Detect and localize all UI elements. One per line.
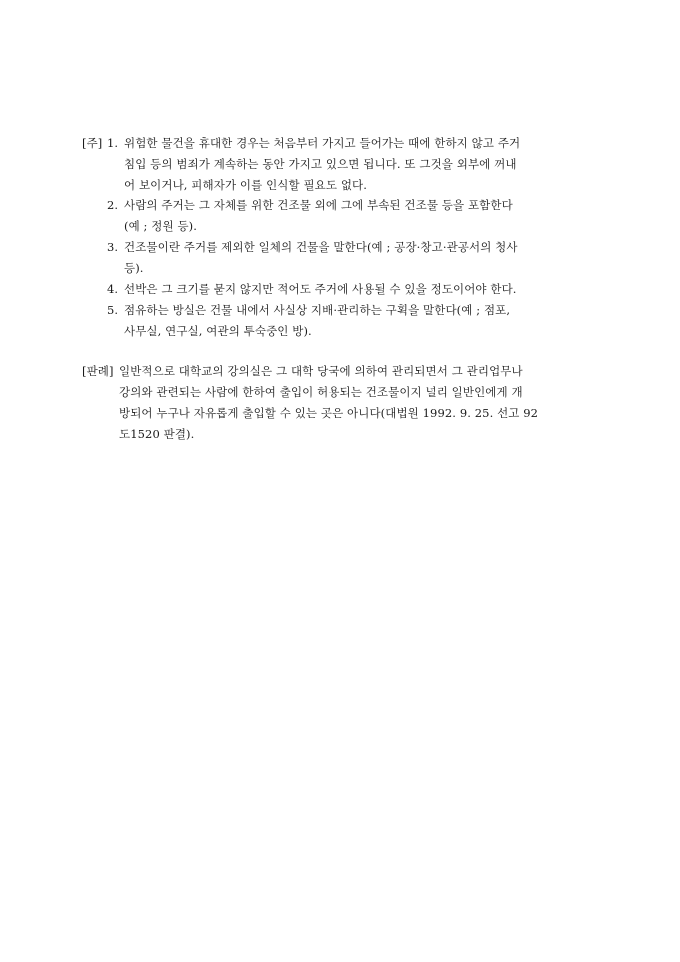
note-3-line-1: 건조물이란 주거를 제외한 일체의 건물을 말한다(예 ; 공장·창고·관공서의 청사 [124, 240, 518, 254]
note-4-line-1: 선박은 그 크기를 묻지 않지만 적어도 주거에 사용될 수 있을 정도이어야 한다. [124, 282, 517, 296]
note-5-line-1: 점유하는 방실은 건물 내에서 사실상 지배·관리하는 구획을 말한다(예 ; 점포, [124, 303, 511, 317]
note-2-line-2: (예 ; 정원 등). [124, 219, 198, 233]
precedent-line-2: 강의와 관련되는 사람에 한하여 출입이 허용되는 건조물이지 널리 일반인에게 개 [119, 385, 523, 399]
notes-label: [주] [82, 136, 103, 150]
note-3-line-2: 등). [124, 261, 144, 275]
note-5-line-2: 사무실, 연구실, 여관의 투숙중인 방). [124, 324, 312, 338]
note-1-line-2: 침입 등의 범죄가 계속하는 동안 가지고 있으면 됩니다. 또 그것을 외부에 꺼내 [124, 157, 517, 171]
precedent-line-4: 도1520 판결). [119, 427, 195, 441]
note-1-number: 1. [107, 136, 119, 150]
note-2-line-1: 사람의 주거는 그 자체를 위한 건조물 외에 그에 부속된 건조물 등을 포함한다 [124, 198, 513, 212]
note-1-line-3: 어 보이거나, 피해자가 이를 인식할 필요도 없다. [124, 178, 368, 192]
precedent-label: [판례] [82, 364, 114, 378]
precedent-line-1: 일반적으로 대학교의 강의실은 그 대학 당국에 의하여 관리되면서 그 관리업무나 [119, 364, 523, 378]
note-3-number: 3. [107, 240, 119, 254]
note-4-number: 4. [107, 282, 119, 296]
note-2-number: 2. [107, 198, 119, 212]
note-1-line-1: 위험한 물건을 휴대한 경우는 처음부터 가지고 들어가는 때에 한하지 않고 주거 [124, 136, 521, 150]
precedent-line-3: 방되어 누구나 자유롭게 출입할 수 있는 곳은 아니다(대법원 1992. 9. 25. 선고 92 [119, 406, 539, 420]
note-5-number: 5. [107, 303, 119, 317]
